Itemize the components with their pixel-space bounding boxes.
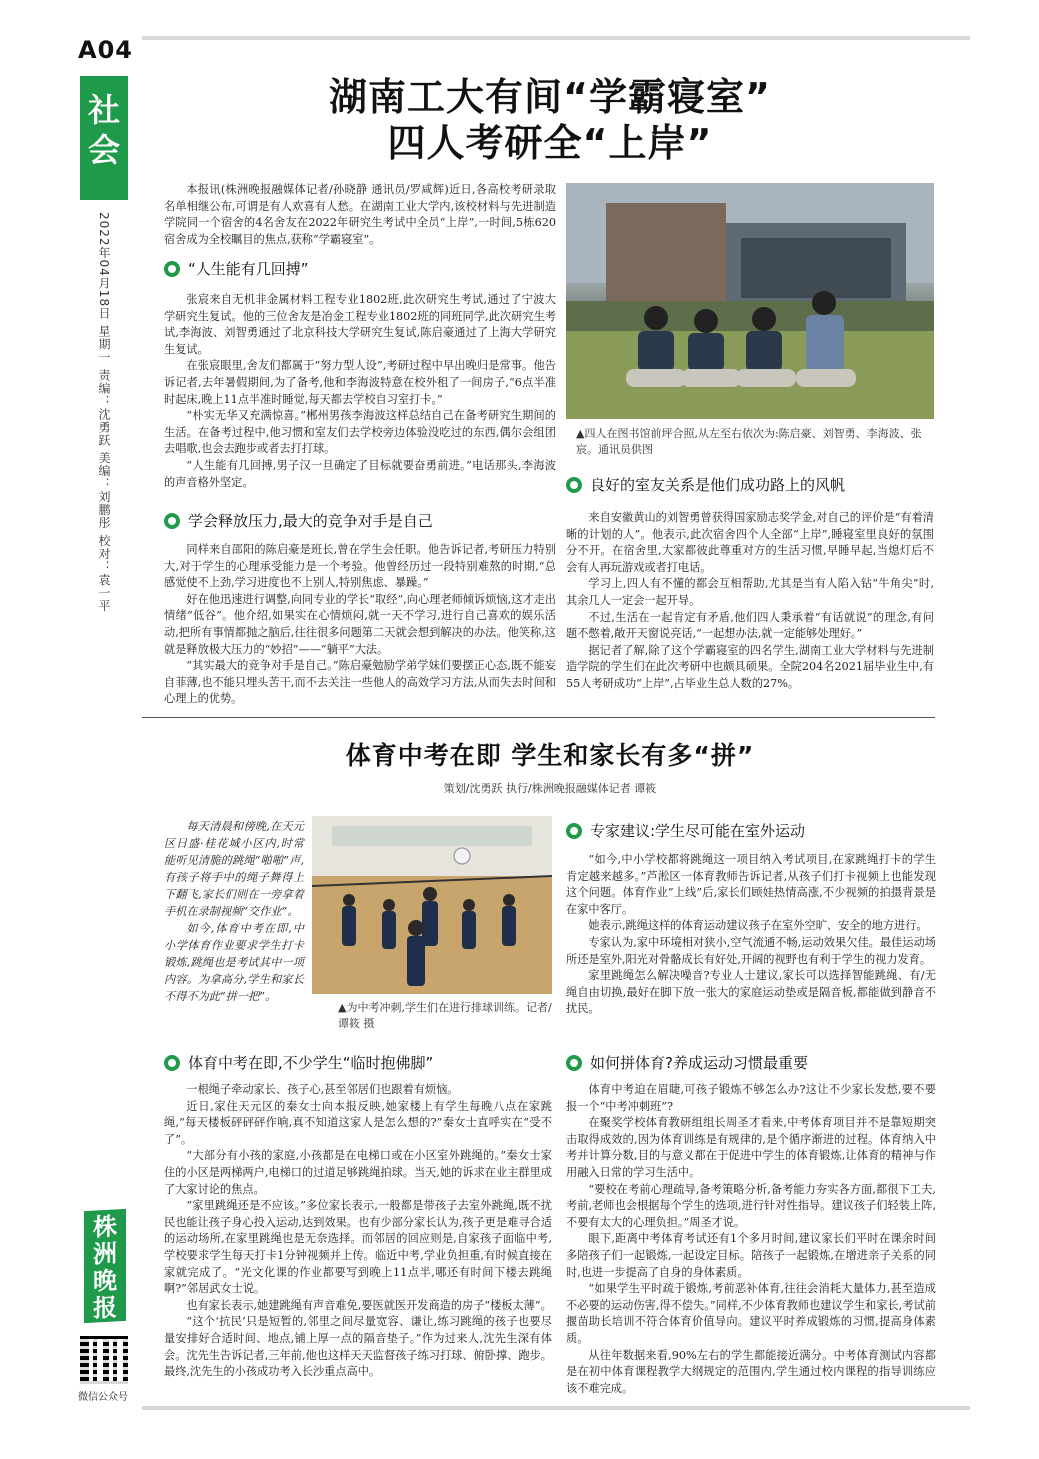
paragraph: 从往年数据来看,90%左右的学生都能接近满分。中考体育测试内容都是在初中体育课程教学大纲规定的范围内,学生通过校内课程的指导训练应该不难完成。 [566, 1348, 936, 1395]
subhead-text: 如何拼体育?养成运动习惯最重要 [590, 1054, 808, 1072]
paragraph: 好在他迅速进行调整,向同专业的学长“取经”,向心理老师倾诉烦恼,这才走出情绪“低谷”。他介绍,如果实在心情烦闷,就一天不学习,进行自己喜欢的娱乐活动,把所有事情都抛之脑后,往往很多问题第二天就会想到解决的办法。他笑称,这就是释放极大压力的“妙招”——“躺平”大法。 [164, 592, 556, 656]
lead-paragraph: 本报讯(株洲晚报融媒体记者/孙晓静 通讯员/罗咸辉)近日,各高校考研录取名单相继公布,可谓是有人欢喜有人愁。在湖南工业大学内,该校材料与先进制造学院同一个宿舍的4名舍友在2022年研究生考试中全员“上岸”,一时间,5栋620宿舍成为全校瞩目的焦点,获称“学霸寝室”。 [164, 183, 556, 246]
subhead-text: 良好的室友关系是他们成功路上的风帆 [590, 476, 846, 494]
article2-subhead-a [566, 820, 805, 841]
article2-title: 体育中考在即 学生和家长有多“拼” [345, 741, 755, 770]
article2-section-c [566, 1082, 936, 1397]
subhead-text: 专家建议:学生尽可能在室外运动 [590, 822, 806, 840]
article1-subhead-1 [164, 258, 309, 279]
qr-label: 微信公众号 [78, 1392, 128, 1403]
paragraph: 也有家长表示,她建跳绳有声音难免,要医就医开发商造的房子“楼板太薄”。 [186, 1298, 552, 1312]
article2-byline: 策划/沈勇跃 执行/株洲晚报融媒体记者 谭筱 [443, 782, 657, 795]
article1-lead [164, 182, 556, 248]
paragraph: 同样来自邵阳的陈启豪是班长,曾在学生会任职。他告诉记者,考研压力特别大,对于学生的心理承受能力是一个考验。他曾经历过一段特别难熬的时期,“总感觉使不上劲,学习进度也不上别人,特别焦虑、暴躁。” [164, 543, 556, 590]
article2-intro [164, 818, 304, 1005]
section-tab: 社会 [80, 76, 128, 194]
article1-section-1 [164, 292, 556, 491]
bullet-icon [164, 1055, 180, 1071]
paragraph: 在张宸眼里,舍友们都属于“努力型人设”,考研过程中早出晚归是常事。他告诉记者,去年暑假期间,为了备考,他和李海波特意在校外租了一间房子,“6点半准时起床,晚上11点半准时睡觉,每天都去学校自习室打卡。” [164, 359, 556, 406]
paragraph: 体育中考迫在眉睫,可孩子锻炼不够怎么办?这让不少家长发愁,要不要报一个“中考冲刺班”? [566, 1083, 936, 1113]
paragraph: 在聚奖学校体育教研组组长周圣才看来,中考体育项目并不是靠短期突击取得成效的,因为体育训练是有规律的,是个循序渐进的过程。体育纳入中考并计算分数,目的与意义都在于促进中学生的体育锻炼,让体育的精神与作用融入日常的学习生活中。 [566, 1116, 936, 1179]
paragraph: “大部分有小孩的家庭,小孩都是在电梯口或在小区室外跳绳的。”秦女士家住的小区是两梯两户,电梯口的过道足够跳绳拍球。当天,她的诉求在业主群里成了大家讨论的焦点。 [164, 1149, 552, 1196]
article1-title [210, 74, 890, 166]
paragraph: 据记者了解,除了这个学霸寝室的四名学生,湖南工业大学材料与先进制造学院的学生们在此次考研中也颇具硕果。全院204名2021届毕业生中,有55人考研成功“上岸”,占毕业生总人数的27%。 [566, 643, 934, 690]
subhead-text: 学会释放压力,最大的竞争对手是自己 [188, 512, 433, 530]
article-divider [142, 717, 935, 718]
bullet-icon [164, 261, 180, 277]
paragraph: 眼下,距离中考体育考试还有1个多月时间,建议家长们平时在课余时间多陪孩子们一起锻炼,一起设定目标。陪孩子一起锻炼,在增进亲子关系的同时,也进一步提高了自身的身体素质。 [566, 1232, 936, 1279]
article1-section-2 [164, 542, 556, 708]
bullet-icon [566, 1055, 582, 1071]
bullet-icon [164, 513, 180, 529]
article1-title-line2: 四人考研全“上岸” [387, 121, 713, 165]
paragraph: 来自安徽黄山的刘智勇曾获得国家励志奖学金,对自己的评价是“有着清晰的计划的人”。他表示,此次宿舍四个人全部“上岸”,睡寝室里良好的氛围分不开。在宿舍里,大家都彼此尊重对方的生活习惯,早睡早起,当熄灯后不会有人再玩游戏或者打电话。 [566, 511, 934, 574]
article2-subhead-c [566, 1052, 808, 1073]
paragraph: 一根绳子牵动家长、孩子心,甚至邻居们也跟着有烦恼。 [186, 1083, 459, 1096]
bullet-icon [566, 823, 582, 839]
photo2-caption: ▲为中考冲刺,学生们在进行排球训练。记者/谭筱 摄 [338, 1001, 552, 1030]
dorm-photo [566, 183, 934, 419]
paragraph: 专家认为,家中环境相对狭小,空气流通不畅,运动效果欠佳。最佳运动场所还是室外,阳光对骨骼成长有好处,开阔的视野也有利于学生的视力发育。 [566, 935, 936, 966]
top-rule [142, 36, 970, 40]
paragraph: 家里跳绳怎么解决噪音?专业人士建议,家长可以选择智能跳绳、有/无绳自由切换,最好在脚下放一张大的家庭运动垫或是隔音板,都能做到静音不扰民。 [566, 969, 936, 1016]
paragraph: 如今,体育中考在即,中小学体育作业要求学生打卡锻炼,跳绳也是考试其中一项内容。为拿高分,学生和家长不得不为此“拼一把”。 [164, 922, 304, 1003]
paragraph: “其实最大的竞争对手是自己。”陈启豪勉励学弟学妹们要摆正心态,既不能妄自菲薄,也不能只埋头苦干,而不去关注一些他人的高效学习方法,从而失去时间和心理上的优势。 [164, 659, 556, 706]
paragraph: 近日,家住天元区的秦女士向本报反映,她家楼上有学生每晚八点在家跳绳,“每天楼板砰砰砰作响,真不知道这家人是怎么想的?”秦女士直呼实在“受不了”。 [164, 1099, 552, 1146]
paragraph: “人生能有几回搏,男子汉一旦确定了目标就要奋勇前进。”电话那头,李海波的声音格外坚定。 [164, 458, 556, 489]
paragraph: “如果学生平时疏于锻炼,考前恶补体育,往往会消耗大量体力,甚至造成不必要的运动伤害,得不偿失。”同样,不少体育教师也建议学生和家长,考试前揠苗助长培训不符合体育价值导向。建议平时养成锻炼的习惯,提高身体素质。 [566, 1282, 936, 1345]
article1-subhead-3 [566, 474, 845, 495]
dorm-photo-illustration [566, 183, 934, 419]
article1-subhead-2 [164, 510, 433, 531]
volleyball-photo [312, 816, 552, 994]
paragraph: 不过,生活在一起肯定有矛盾,他们四人秉承着“有话就说”的理念,有问题不憋着,敞开天窗说亮话,“一起想办法,就一定能够处理好。” [566, 610, 934, 641]
article1-section-3 [566, 510, 934, 693]
section-tab-tail [80, 194, 128, 200]
article2-section-b [164, 1082, 552, 1381]
article2-subhead-b [164, 1052, 433, 1073]
paragraph: 她表示,跳绳这样的体育运动建议孩子在室外空旷、安全的地方进行。 [588, 919, 928, 933]
page-meta: 2022年04月18日 星期一 责编：沈勇跃 美编：刘鹏彤 校对：袁一平 [97, 212, 111, 613]
paragraph: “要校在考前心理疏导,备考策略分析,备考能力夯实各方面,都很下工夫,考前,老师也会根据每个学生的选项,进行针对性指导。建议孩子们轻装上阵,不要有太大的心理负担。”周圣才说。 [566, 1182, 936, 1229]
subhead-text: “人生能有几回搏” [188, 260, 309, 278]
paragraph: “这个‘抗民’只是短暂的,邻里之间尽量宽容、谦让,练习跳绳的孩子也要尽量安排好合适时间、地点,铺上厚一点的隔音垫子。”作为过来人,沈先生深有体会。沈先生告诉记者,三年前,他也这样天天监督孩子练习打球、俯卧撑、跑步。最终,沈先生的小孩成功考入长沙重点高中。 [164, 1315, 552, 1379]
paragraph: “家里跳绳还是不应该。”多位家长表示,一般都是带孩子去室外跳绳,既不扰民也能让孩子身心投入运动,达到效果。也有少部分家长认为,孩子更是难寻合适的运动场所,在家里跳绳也是无奈选择。而邻居的回应则是,自家孩子面临中考,学校要求学生每天打卡1分钟视频并上传。临近中考,学业负担重,有时候直接在家就完成了。“光文化课的作业都要写到晚上11点半,哪还有时间下楼去跳绳啊?”邻居武女士说。 [164, 1199, 552, 1296]
article1-title-line1: 湖南工大有间“学霸寝室” [329, 75, 771, 119]
bottom-rule [142, 1406, 970, 1410]
newspaper-logo: 株洲晚报 [84, 1209, 126, 1323]
page-number: A04 [78, 36, 133, 64]
paragraph: 每天清晨和傍晚,在天元区日盛·桂花城小区内,时常能听见清脆的跳绳“啪啪”声,有孩子将手中的绳子舞得上下翻飞,家长们则在一旁拿着手机在录制视频“交作业”。 [164, 820, 304, 918]
bullet-icon [566, 477, 582, 493]
subhead-text: 体育中考在即,不少学生“临时抱佛脚” [188, 1054, 434, 1072]
qr-code-pattern [80, 1336, 128, 1384]
volleyball-photo-illustration [312, 816, 552, 994]
article2-section-a [566, 852, 936, 1018]
paragraph: 学习上,四人有不懂的都会互相帮助,尤其是当有人陷入钻“牛角尖”时,其余几人一定会一起开导。 [566, 577, 934, 607]
paragraph: 张宸来自无机非金属材料工程专业1802班,此次研究生考试,通过了宁波大学研究生复试。他的三位舍友是冶金工程专业1802班的同班同学,此次研究生考试,李海波、刘智勇通过了北京科技大学研究生复试,陈启豪通过了上海大学研究生复试。 [164, 293, 556, 356]
paragraph: “如今,中小学校都将跳绳这一项目纳入考试项目,在家跳绳打卡的学生肯定越来越多。”芦淞区一体育教师告诉记者,从孩子们打卡视频上也能发现这个问题。体育作业”上线”后,家长们顾娃热情高涨,不少视频的拍摄背景是在家中客厅。 [566, 853, 936, 916]
photo1-caption: ▲四人在图书馆前坪合照,从左至右依次为:陈启豪、刘智勇、李海波、张宸。通讯员供图 [576, 427, 922, 456]
paragraph: “朴实无华又充满惊喜。”郴州男孩李海波这样总结自己在备考研究生期间的生活。在备考过程中,他习惯和室友们去学校旁边体验没吃过的东西,偶尔会组团去唱歌,也会去跑步或者去打打球。 [164, 409, 556, 456]
